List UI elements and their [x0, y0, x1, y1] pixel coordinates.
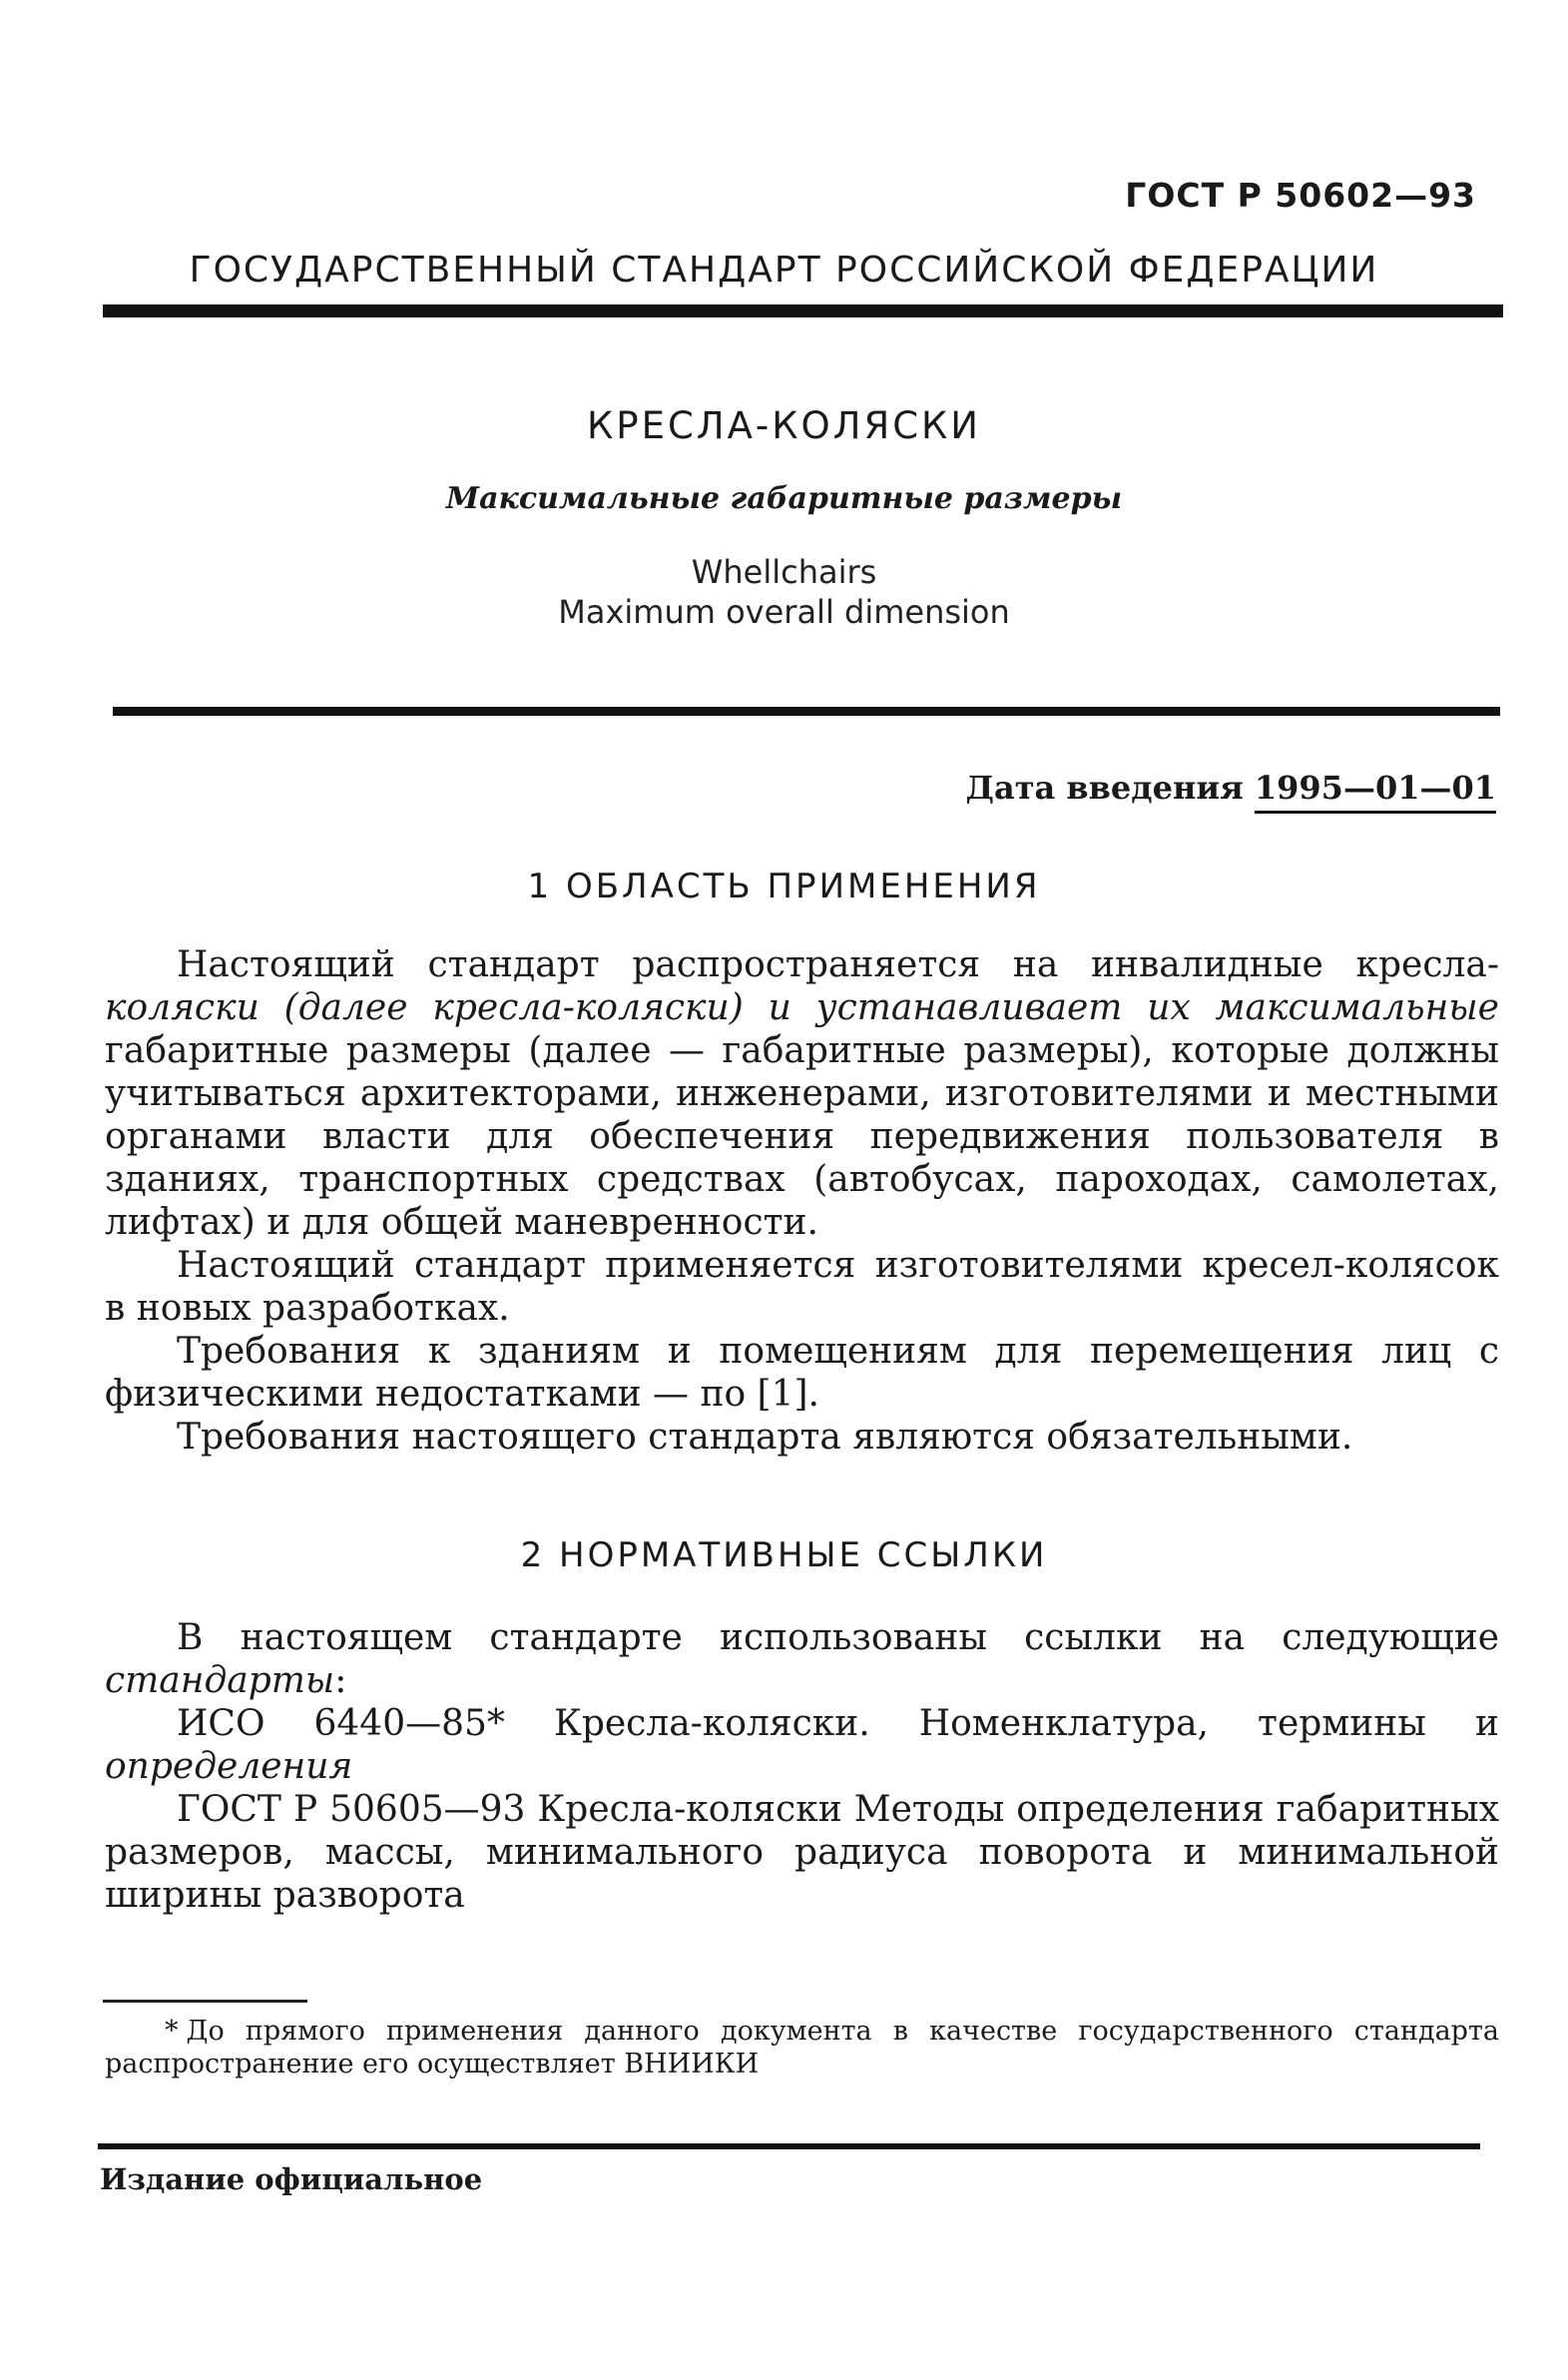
paragraph-1-start: Настоящий стандарт распространяется на инвалидные кресла-	[177, 944, 1499, 985]
section-2-intro	[105, 1616, 1499, 1702]
reference-1	[105, 1702, 1499, 1788]
document-title: КРЕСЛА-КОЛЯСКИ	[587, 404, 981, 447]
doc-number: ГОСТ Р 50602—93	[1125, 176, 1476, 215]
section-2-intro-start: В настоящем стандарте использованы ссылки на следующие	[177, 1617, 1499, 1658]
title-rule	[113, 707, 1500, 716]
footnote-text: До прямого применения данного документа в качестве государственного стандарта распространение его осуществляет ВНИИКИ	[105, 2016, 1499, 2080]
official-edition-label: Издание официальное	[100, 2162, 483, 2196]
section-2-heading: 2 НОРМАТИВНЫЕ ССЫЛКИ	[520, 1535, 1048, 1575]
section-2-body	[105, 1616, 1499, 1917]
intro-date	[966, 769, 1496, 807]
section-1-paragraph-1	[105, 943, 1499, 1244]
english-subtitle: Maximum overall dimension	[558, 593, 1010, 631]
reference-1-italic: определения	[105, 1746, 353, 1787]
footnote	[105, 2015, 1499, 2081]
intro-date-label: Дата введения	[965, 769, 1244, 807]
section-1-paragraph-3: Требования к зданиям и помещениям для перемещения лиц с физическими недостатками — по [1].	[105, 1331, 1499, 1415]
state-standard-heading: ГОСУДАРСТВЕННЫЙ СТАНДАРТ РОССИЙСКОЙ ФЕДЕРАЦИИ	[189, 250, 1379, 291]
header-rule	[103, 304, 1503, 317]
footer-rule	[98, 2143, 1480, 2149]
section-2-intro-end: :	[334, 1660, 347, 1701]
english-title-block	[0, 552, 1568, 632]
section-1-heading: 1 ОБЛАСТЬ ПРИМЕНЕНИЯ	[527, 867, 1041, 906]
reference-1-start: ИСО 6440—85* Кресла-коляски. Номенклатура, термины и	[177, 1703, 1499, 1744]
english-title: Whellchairs	[691, 553, 877, 591]
section-1-paragraph-4: Требования настоящего стандарта являются обязательными.	[177, 1417, 1353, 1458]
document-subtitle: Максимальные габаритные размеры	[445, 481, 1123, 516]
section-1-body	[105, 943, 1499, 1459]
section-1-paragraph-2: Настоящий стандарт применяется изготовителями кресел-колясок в новых разработках.	[105, 1245, 1499, 1329]
intro-date-value: 1995—01—01	[1255, 769, 1496, 814]
reference-2: ГОСТ Р 50605—93 Кресла-коляски Методы определения габаритных размеров, массы, минимального радиуса поворота и минимальной ширины разворота	[105, 1789, 1499, 1916]
footnote-mark: *	[165, 2016, 179, 2047]
footnote-rule	[103, 2000, 307, 2003]
section-2-intro-italic: стандарты	[105, 1660, 335, 1701]
paragraph-1-end: габаритные размеры (далее — габаритные размеры), которые должны учитываться архитекторами, инженерами, изготовителями и местными органами власти для обеспечения передвижения пользователя в зданиях, транспортных средствах (автобусах, пароходах, самолетах, лифтах) и для общей маневренности.	[105, 1030, 1499, 1243]
paragraph-1-italic: коляски (далее кресла-коляски) и устанавливает их максимальные	[105, 987, 1499, 1028]
